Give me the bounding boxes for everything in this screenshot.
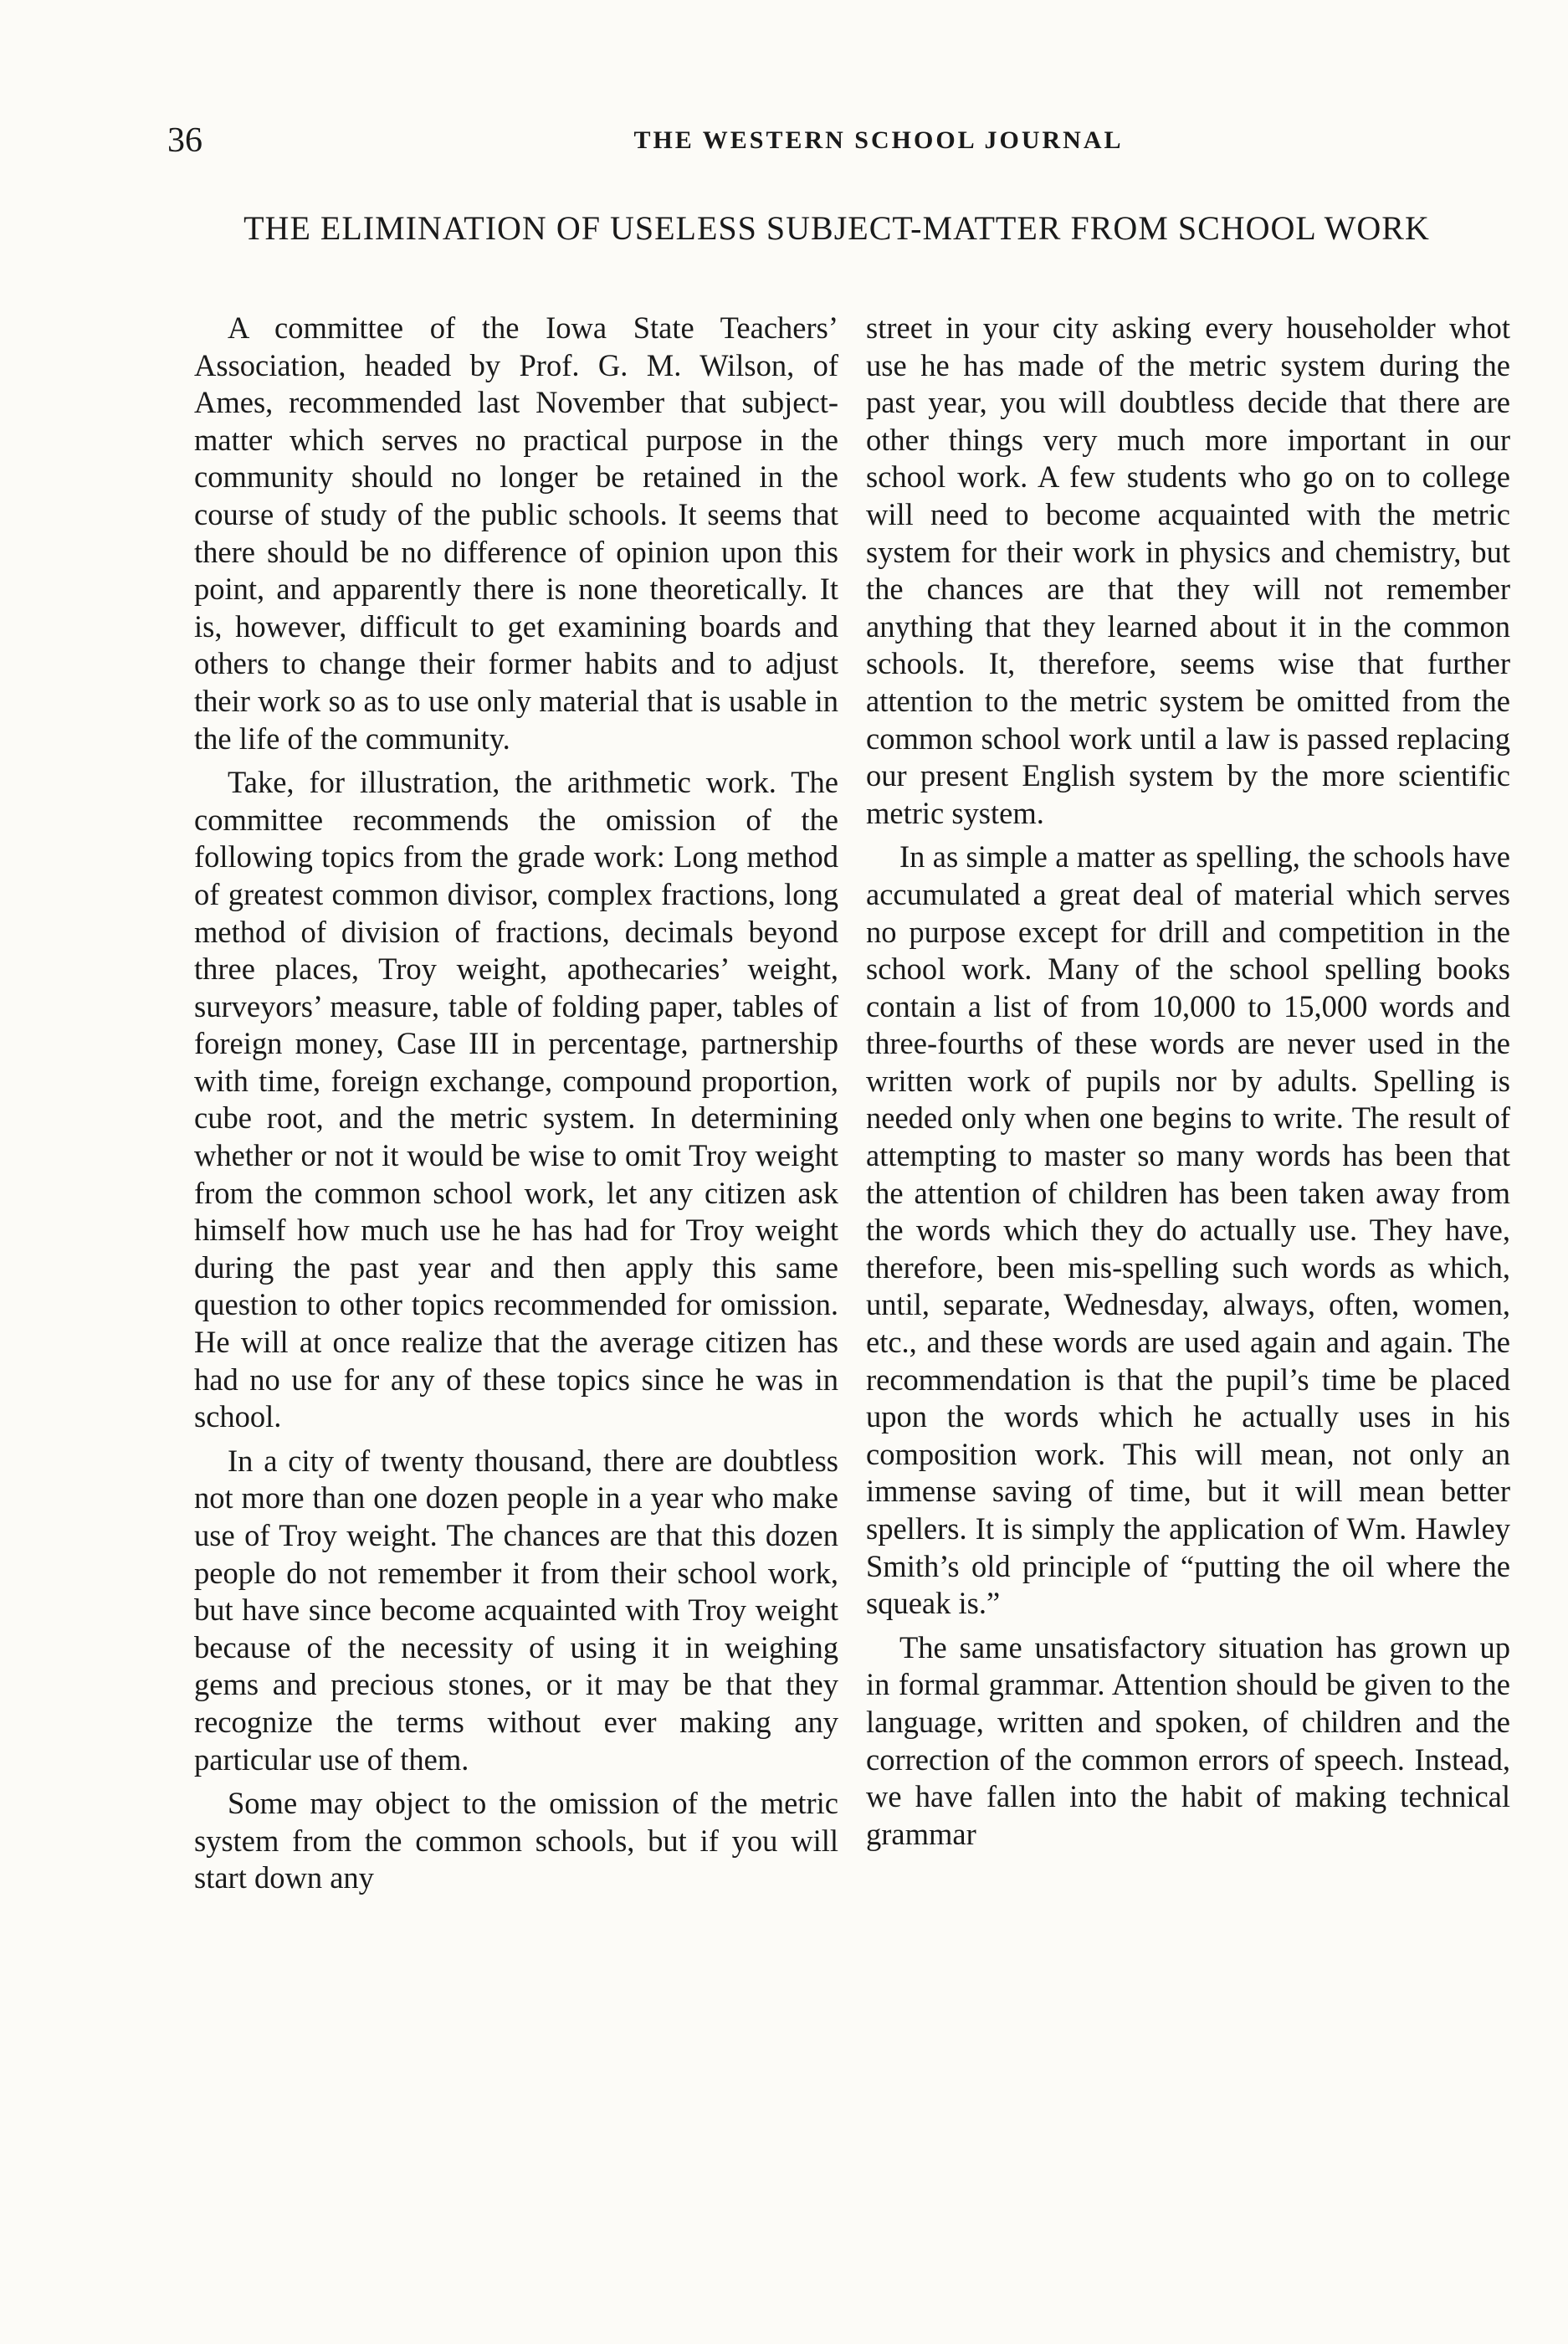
running-header [167, 120, 1506, 162]
paragraph: In a city of twenty thousand, there are doubtless not more than one dozen people in a year who make use of Troy weight. The chances are that this dozen people do not remember it from their school work, but have since become acquainted with Troy weight because of the necessity of using it in weighing gems and precious stones, or it may be that they recognize the terms without ever making any particular use of them. [194, 1443, 838, 1777]
page-number: 36 [167, 121, 202, 160]
paragraph: Take, for illustration, the arithmetic work. The committee recommends the omission of the following topics from the grade work: Long method of greatest common divisor, complex fractions, long method of division of fractions, decimals beyond three places, Troy weight, apothecaries’ weight, surveyors’ measure, table of folding paper, tables of foreign money, Case III in percentage, partnership with time, foreign exchange, compound proportion, cube root, and the metric system. In determining whether or not it would be wise to omit Troy weight from the common school work, let any citizen ask himself how much use he has had for Troy weight during the past year and then apply this same question to other topics recommended for omission. He will at once realize that the average citizen has had no use for any of these topics since he was in school. [194, 765, 838, 1434]
paragraph: In as simple a matter as spelling, the schools have accumulated a great deal of material which serves no purpose except for drill and competition in the school work. Many of the school spelling books contain a list of from 10,000 to 15,000 words and three-fourths of these words are never used in the written work of pupils nor by adults. Spelling is needed only when one begins to write. The result of attempting to master so many words has been that the attention of children has been taken away from the words which they do actually use. They have, therefore, been mis-spelling such words as which, until, separate, Wednesday, always, often, women, etc., and these words are used again and again. The recommendation is that the pupil’s time be placed upon the words which he actually uses in his composition work. This will mean, not only an immense saving of time, but it will mean better spellers. It is simply the application of Wm. Hawley Smith’s old principle of “putting the oil where the squeak is.” [866, 839, 1510, 1621]
left-column [194, 310, 838, 1897]
paragraph: The same unsatisfactory situation has grown up in formal grammar. Attention should be given to the language, written and spoken, of children and the correction of the common errors of speech. Instead, we have fallen into the habit of making technical grammar [866, 1629, 1510, 1851]
right-column [866, 310, 1510, 1853]
paragraph: A committee of the Iowa State Teachers’ Association, headed by Prof. G. M. Wilson, of Ames, recommended last November that subject-matter which serves no practical purpose in the community should no longer be retained in the course of study of the public schools. It seems that there should be no difference of opinion upon this point, and apparently there is none theoretically. It is, however, difficult to get examining boards and others to change their former habits and to adjust their work so as to use only material that is usable in the life of the community. [194, 310, 838, 756]
paragraph: Some may object to the omission of the metric system from the common schools, but if you will start down any [194, 1786, 838, 1895]
journal-title: THE WESTERN SCHOOL JOURNAL [633, 126, 1124, 154]
article-title: THE ELIMINATION OF USELESS SUBJECT-MATTER FROM SCHOOL WORK [243, 209, 1430, 247]
paragraph: street in your city asking every householder whot use he has made of the metric system during the past year, you will doubtless decide that there are other things very much more important in our school work. A few students who go on to college will need to become acquainted with the metric system for their work in physics and chemistry, but the chances are that they will not remember anything that they learned about it in the common schools. It, therefore, seems wise that further attention to the metric system be omitted from the common school work until a law is passed replacing our present English system by the more scientific metric system. [866, 310, 1510, 830]
